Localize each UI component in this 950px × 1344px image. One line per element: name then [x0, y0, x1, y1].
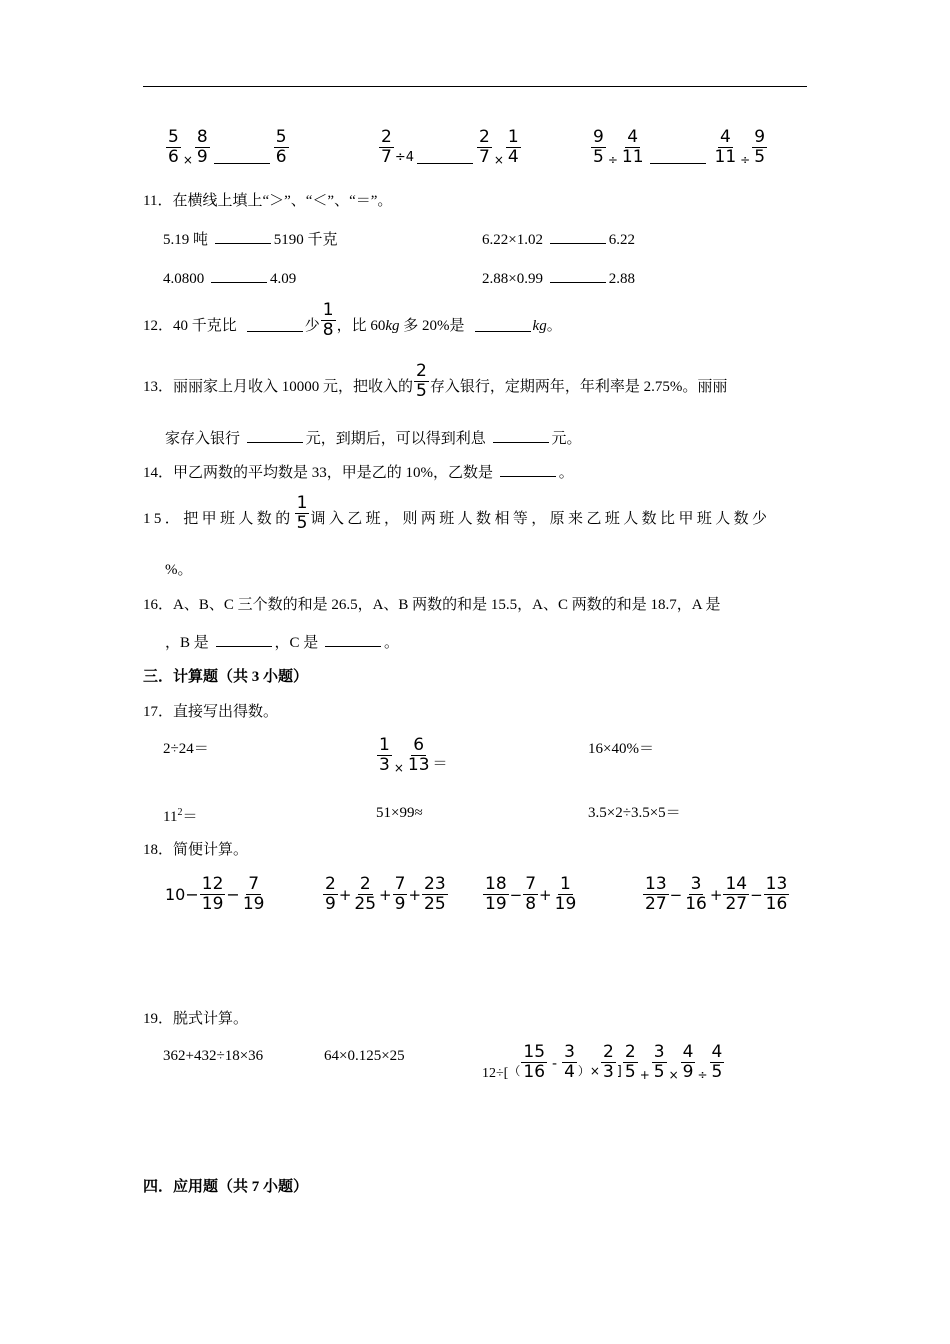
q18-expr-4: 13 27 − $\frac{3}{16}$ + $\frac{14}{27}$ − $\frac{13}{16}$ — [645, 874, 788, 914]
q10-item-1: $\frac{5}{6}$ × $\frac{8}{9}$ 5 6 — [168, 127, 287, 167]
q15-line-2: %。 — [165, 562, 193, 578]
q19-b: 64×0.125×25 — [324, 1048, 405, 1064]
q10-item-2: $\frac{2}{7}$ ÷4 $\frac{2}{7}$ × $\frac{1}{4}$ — [381, 127, 519, 167]
q18-title: 18．简便计算。 — [143, 842, 249, 858]
q11-item-3: 4.0800 4.09 — [163, 268, 296, 289]
q11-item-2: 6.22×1.02 6.22 — [482, 229, 635, 250]
q18-expr-1: 10− $\frac{12}{19}$ − $\frac{7}{19}$ — [165, 874, 265, 914]
q17-c: 16×40%＝ — [588, 741, 654, 757]
q17-e: 51×99≈ — [376, 805, 423, 821]
q11-item-1: 5.19 吨 5190 千克 — [163, 229, 338, 250]
q19-c: 12÷[ （ 15 16 - 3 4 ）× $\frac{2}{3}$ ] 2 5 + $\frac{3}{5}$ × $\frac{4}{9}$ ÷ $\frac{4}{5}$ — [482, 1042, 723, 1082]
q17-b: $\frac{1}{3}$ × $\frac{6}{13}$ ＝ — [379, 735, 448, 775]
q13-line-2: 家存入银行 元，到期后，可以得到利息 元。 — [165, 428, 582, 449]
q11-title: 11．在横线上填上“＞”、“＜”、“＝”。 — [143, 193, 393, 209]
q18-expr-2: 2 9 + $\frac{2}{25}$ + $\frac{7}{9}$ + $\frac{23}{25}$ — [325, 874, 446, 914]
section-4-title: 四．应用题（共 7 小题） — [143, 1179, 309, 1195]
q16-line-1: 16．A、B、C 三个数的和是 26.5，A、B 两数的和是 15.5，A、C 两数的和是 18.7，A 是 — [143, 597, 721, 613]
q17-f: 3.5×2÷3.5×5＝ — [588, 805, 681, 821]
header-rule — [143, 86, 807, 87]
q17-d: $11^2=$ — [163, 807, 198, 825]
q19-a: 362+432÷18×36 — [163, 1048, 264, 1064]
q15-line-1: 15．把甲班人数的 1 5 调入乙班，则两班人数相等，原来乙班人数比甲班人数少 — [143, 493, 771, 533]
q17-a: 2÷24＝ — [163, 741, 209, 757]
q10-item-3: $\frac{9}{5}$ ÷ $\frac{4}{11}$ $\frac{4}{11}$ ÷ $\frac{9}{5}$ — [593, 127, 766, 167]
q17-title: 17．直接写出得数。 — [143, 704, 279, 720]
q12: 12．40 千克比 少 1 8 ，比 60kg 多 20%是 kg。 — [143, 300, 562, 340]
q14: 14．甲乙两数的平均数是 33，甲是乙的 10%，乙数是 。 — [143, 462, 574, 483]
q19-title: 19．脱式计算。 — [143, 1011, 249, 1027]
q18-expr-3: 18 19 − $\frac{7}{8}$ + $\frac{1}{19}$ — [485, 874, 577, 914]
q16-line-2: ，B 是 ，C 是 。 — [165, 632, 399, 653]
q13-line-1: 13．丽丽家上月收入 10000 元，把收入的 2 5 存入银行，定期两年，年利率是 2.75%。丽丽 — [143, 361, 728, 401]
q11-item-4: 2.88×0.99 2.88 — [482, 268, 635, 289]
section-3-title: 三．计算题（共 3 小题） — [143, 669, 309, 685]
